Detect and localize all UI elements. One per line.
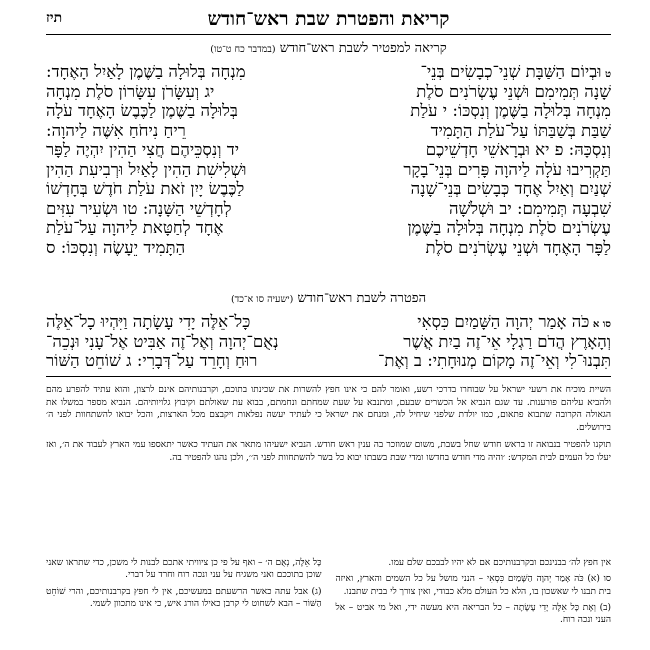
page-header bbox=[46, 8, 611, 32]
haftarah-title: הפטרה לשבת ראש־חודש bbox=[297, 291, 427, 306]
haftarah-line bbox=[46, 312, 611, 332]
torah-line-left: בְּלוּלָה בַשֶּׁמֶן לַכֶּבֶשׂ הָאֶחָד עֹלָה bbox=[46, 101, 238, 120]
page bbox=[46, 0, 611, 650]
torah-line-left: הַתָּמִיד יֵעָשֶׂה וְנִסְכּוֹ: ס bbox=[46, 237, 186, 257]
haftarah-line bbox=[46, 332, 611, 352]
commentary-paragraph: כָּל אֵלֶּה, נְאֻם ה׳ – ואף על פי כן ציוויתי אתכם לבנות לי משכן, כדי שתראו שאני שוכן בתוככם ואני משגיח על עני ונכה רוח וחרד על דברי. bbox=[46, 558, 322, 581]
header-divider bbox=[46, 34, 611, 35]
commentary-paragraph: אין חפץ לה׳ בבנינכם ובקרבנותיכם אם לא יהיו לבבכם שלם עמו. bbox=[388, 558, 611, 568]
torah-line-left: מִנְחָה בְּלוּלָה בַשֶּׁמֶן לָאַיִל הָאֶחָד: bbox=[46, 62, 246, 81]
torah-line-right: שִׁבְעָה תְּמִימִם: יב וּשְׁלֹשָׁה bbox=[449, 198, 611, 218]
commentary-paragraph: תוקנו להפטיר בנבואה זו בראש חודש שחל בשבת, משום שמוזכר בה ענין ראש חודש. הנביא ישעיהו מתאר את העתיד כאשר יתאספו עמי הארץ לעבוד את ה׳, ואז יעלו כל העמים לבית המקדש: ׳והיה מדי חודש בחדשו ומדי שבת בשבתו יבוא כל בשר להשתחוות לפני ה׳׳, ולכן נהגו להפטיר בה. bbox=[46, 440, 611, 463]
torah-line-right: תַּקְרִיבוּ עֹלָה לַיהוָה פָּרִים בְּנֵי־בָקָר bbox=[403, 159, 611, 179]
bottom-commentary bbox=[46, 557, 611, 630]
haftarah-ref: (ישעיה סו א־כד) bbox=[230, 294, 294, 305]
torah-line bbox=[46, 101, 611, 121]
torah-line-left: לַכֶּבֶשׂ יָיִן זֹאת עֹלַת חֹדֶשׁ בְּחָדְשׁוֹ bbox=[46, 179, 245, 198]
torah-line-right: שְׁנַיִם וְאַיִל אֶחָד כְּבָשִׂים בְּנֵי־שָׁנָה bbox=[410, 179, 611, 198]
torah-line-right: שָׁנָה תְּמִימִם וּשְׁנֵי עֶשְׂרֹנִים סֹלֶת bbox=[416, 81, 611, 101]
torah-line-left: יג וְעִשָּׂרֹן עִשָּׂרוֹן סֹלֶת מִנְחָה bbox=[46, 81, 215, 101]
torah-section-title bbox=[46, 40, 611, 56]
commentary bbox=[46, 384, 611, 470]
torah-line bbox=[46, 179, 611, 199]
haftarah-line-right: תִּבְנוּ־לִי וְאֵי־זֶה מָקוֹם מְנוּחָתִי: ב וְאֶת־ bbox=[377, 351, 611, 370]
torah-line bbox=[46, 62, 611, 82]
commentary-paragraph: (ב) וְאֶת כָּל אֵלֶּה יָדִי עָשָׂתָה – כל הבריאה היא מעשה ידי, ואל מי אביט – אל העני ונכה רוח. bbox=[335, 602, 611, 626]
torah-line-left: וּשְׁלִישִׁת הַהִין לָאַיִל וּרְבִיעִת הַהִין bbox=[46, 159, 247, 179]
commentary-paragraph: השיית מוכיח את רשעי ישראל על שבוחרו בדרכי רשע, ואומר להם כי אינו חפץ להשרות את שכינתו בתוכם, וקרבנותיהם אינם לרצון, והוא עתיד להפרע מהם ולהביא עליהם פורענות. עד שגם הנביא אל הכשרים שבעם, ומתנבא על שעת שמחתם ונחמתם, בבוא עת שאולתם וקיבוץ גלויותיהם. הנביא מספר במשלו את הגאולה הקרובה שתבוא פתאום, כמו יולדת שלפני שיחיל לה, ומנחם את ישראל כי לעתיד יעשה נפלאות ויקבצם מכל הארצות, והכל יבואו להשתחוות לפני ה׳ בירושלים. bbox=[46, 385, 611, 433]
torah-line bbox=[46, 199, 611, 219]
torah-line-left: יד וְנִסְכֵּיהֶם חֲצִי הַהִין יִהְיֶה לַפָּר bbox=[46, 140, 240, 159]
commentary-column-left bbox=[46, 557, 322, 630]
torah-line-right: וְנִסְכָּהּ: פ יא וּבְרָאשֵׁי חָדְשֵׁיכֶם bbox=[425, 140, 611, 159]
torah-line-right: ט וּבְיוֹם הַשַּׁבָּת שְׁנֵי־כְבָשִׂים בְּנֵי־ bbox=[420, 62, 611, 81]
torah-line bbox=[46, 218, 611, 238]
torah-line-right: שַׁבַּת בְּשַׁבַּתּוֹ עַל־עֹלַת הַתָּמִיד bbox=[430, 120, 611, 140]
torah-reading bbox=[46, 62, 611, 257]
commentary-column-right bbox=[336, 557, 612, 630]
haftarah-line-left: נְאֻם־יְהוָה וְאֶל־זֶה אַבִּיט אֶל־עָנִי וּנְכֵה־ bbox=[46, 331, 279, 351]
torah-line bbox=[46, 238, 611, 258]
page-title: קריאת והפטרת שבת ראש־חודש bbox=[207, 8, 450, 30]
verse-number: ט bbox=[601, 69, 611, 80]
torah-line bbox=[46, 82, 611, 102]
commentary-divider bbox=[46, 376, 611, 377]
commentary-paragraph: (ג) אבל עתה כאשר הרשעתם במעשיכם, אין לי חפץ בקרבנותיכם, והרי שׁוֹחֵט הַשּׁוֹר – הבא לשחוט לי קרבן כאילו הורג איש, כי אינו מתכוון לשמי. bbox=[46, 586, 322, 609]
torah-ref: (במדבר כח ט־טו) bbox=[210, 44, 276, 55]
haftarah-line-left: רוּחַ וְחָרֵד עַל־דְּבָרִי: ג שׁוֹחֵט הַשּׁוֹר bbox=[46, 351, 258, 370]
torah-title: קריאה למפטיר לשבת ראש־חודש bbox=[279, 41, 447, 56]
torah-line-right: עֶשְׂרֹנִים סֹלֶת מִנְחָה בְּלוּלָה בַשֶּׁמֶן bbox=[407, 218, 611, 237]
page-number: תיז bbox=[46, 10, 63, 26]
torah-line bbox=[46, 160, 611, 180]
commentary-paragraph: סו (א) כֹּה אָמַר יְהוָה הַשָּׁמַיִם כִּסְאִי – הנני מושל על כל השמים והארץ, ואיזה בית תבנו לי שאשכון בו, הלא כל העולם מלא כבודי, ואין צורך לי בבית שתבנו. bbox=[335, 574, 611, 597]
torah-line bbox=[46, 121, 611, 141]
verse-number: סו א bbox=[589, 319, 611, 330]
haftarah-reading bbox=[46, 312, 611, 371]
torah-line bbox=[46, 140, 611, 160]
haftarah-line-left: כָּל־אֵלֶּה יָדִי עָשָׂתָה וַיִּהְיוּ כָל־אֵלֶּה bbox=[46, 312, 251, 331]
haftarah-line-right: וְהָאָרֶץ הֲדֹם רַגְלָי אֵי־זֶה בַיִת אֲשֶׁר bbox=[403, 331, 611, 351]
torah-line-left: רֵיחַ נִיחֹחַ אִשֶּׁה לַיהוָה: bbox=[46, 120, 186, 140]
haftarah-section-title bbox=[46, 290, 611, 306]
torah-line-left: לְחָדְשֵׁי הַשָּׁנָה: טו וּשְׂעִיר עִזִּים bbox=[46, 198, 232, 218]
haftarah-line-right: סו א כֹּה אָמַר יְהוָה הַשָּׁמַיִם כִּסְאִי bbox=[417, 312, 611, 331]
haftarah-line bbox=[46, 351, 611, 371]
torah-line-left: אֶחָד לְחַטָּאת לַיהוָה עַל־עֹלַת bbox=[46, 218, 224, 237]
torah-line-right: לַפָּר הָאֶחָד וּשְׁנֵי עֶשְׂרֹנִים סֹלֶת bbox=[425, 237, 611, 257]
torah-line-right: מִנְחָה בְּלוּלָה בַשֶּׁמֶן וְנִסְכּוֹ: י עֹלַת bbox=[410, 101, 611, 120]
